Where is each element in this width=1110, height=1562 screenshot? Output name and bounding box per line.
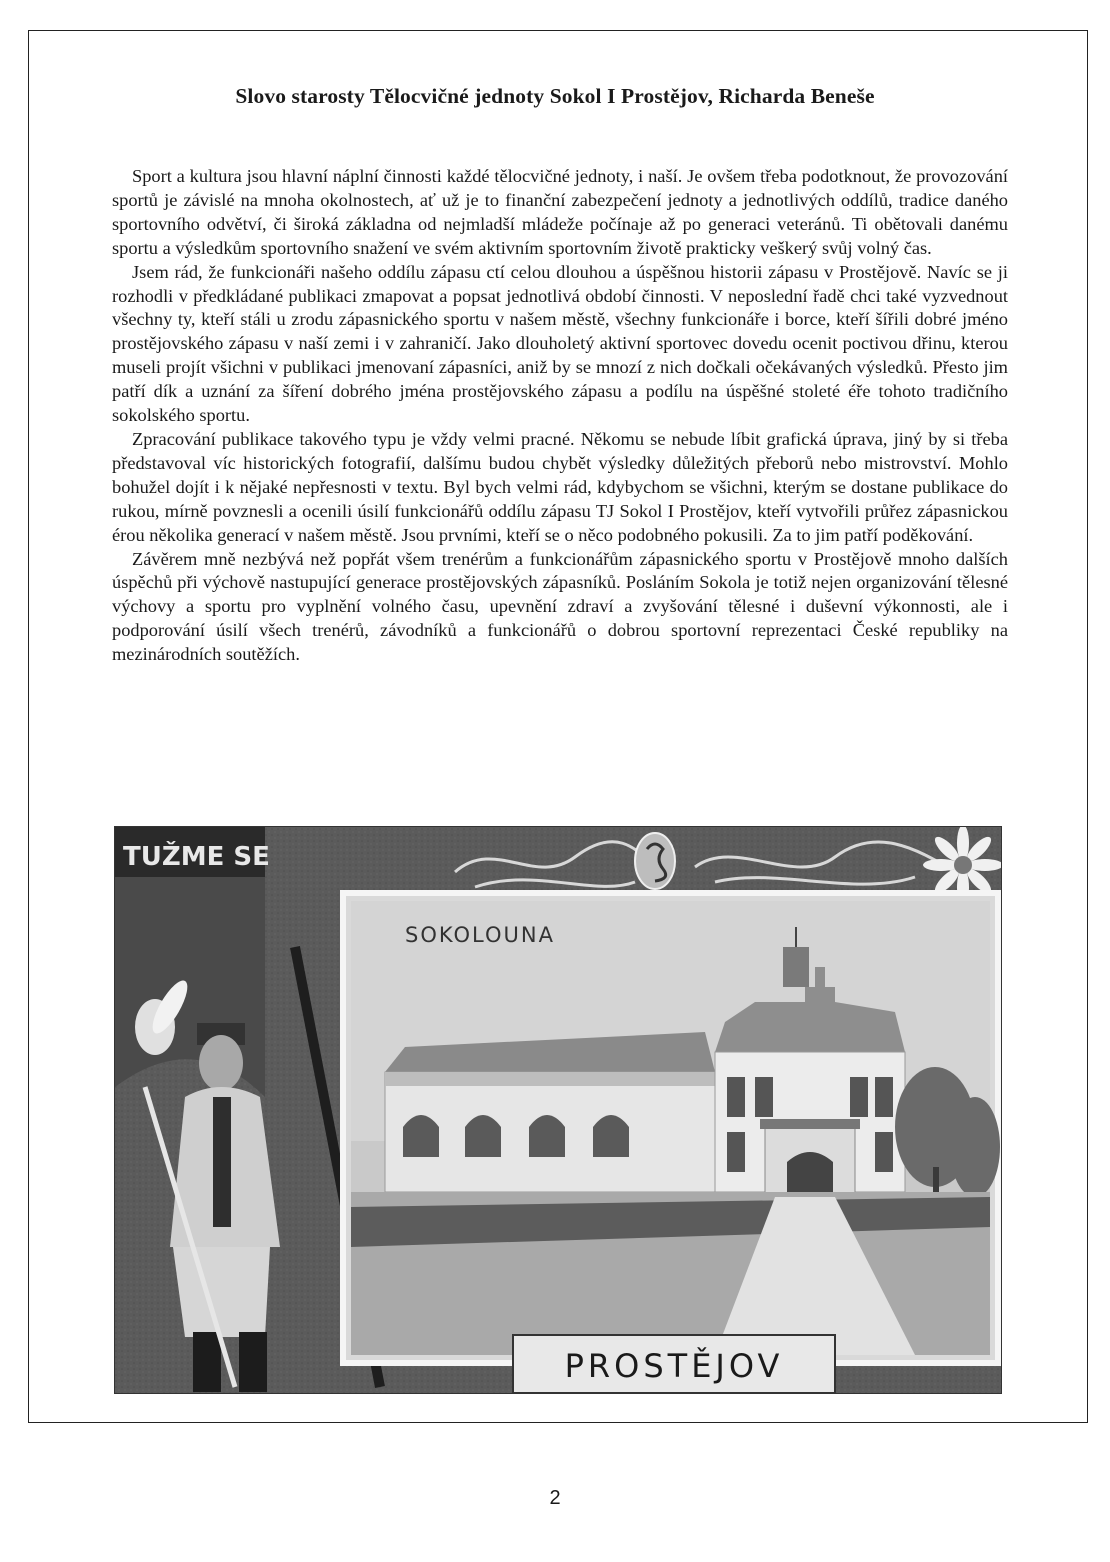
article-title: Slovo starosty Tělocvičné jednoty Sokol I Prostějov, Richarda Beneše <box>235 84 875 108</box>
paragraph-1: Sport a kultura jsou hlavní náplní činnosti každé tělocvičné jednoty, i naší. Je ovšem třeba podotknout, že provozování sportů je závislé na mnoha okolnostech, ať už je to finanční zabezpečení jednoty a jednotlivých oddílů, tradice daného sportovního odvětví, či široká základna od nejmladší mládeže počínaje až po generaci veteránů. Ti obětovali danému sportu a výsledkům sportovního snažení ve svém aktivním sportovním životě prakticky veškerý svůj volný čas. <box>112 166 1008 258</box>
paragraph-3: Zpracování publikace takového typu je vždy velmi pracné. Někomu se nebude líbit grafická úprava, jiný by si třeba představoval víc historických fotografií, dalšímu budou chybět výsledky důležitých přeborů nebo mistrovství. Mohlo bohužel dojít i k nějaké nepřesnosti v textu. Byl bych velmi rád, kdybychom se všichni, kterým se dostane publikace do rukou, mírně povznesli a ocenili úsilí funkcionářů oddílu zápasu TJ Sokol I Prostějov, kteří vytvořili průřez zápasnickou érou několika generací v našem městě. Jsou prvními, kteří se o něco podobného pokusili. Za to jim patří poděkování. <box>112 428 1008 545</box>
article-body <box>112 165 1008 667</box>
banner-text: TUŽME SE <box>123 842 270 872</box>
historic-postcard <box>114 826 1002 1394</box>
city-label: PROSTĚJOV <box>564 1347 784 1385</box>
sokol-emblem <box>635 833 675 889</box>
paragraph-4: Závěrem mně nezbývá než popřát všem trenérům a funkcionářům zápasnického sportu v Prostějově mnoho dalších úspěchů při výchově nastupující generace prostějovských zápasníků. Posláním Sokola je totiž nejen organizování tělesné výchovy a sportu pro vyplnění volného času, upevnění zdraví a zvyšování tělesné i duševní výkonnosti, ale i podporování úsilí všech trenérů, závodníků a funkcionářů o dobrou sportovní reprezentaci České republiky na mezinárodních soutěžích. <box>112 548 1008 665</box>
inset-label: SOKOLOUNA <box>405 923 555 947</box>
paragraph-2: Jsem rád, že funkcionáři našeho oddílu zápasu ctí celou dlouhou a úspěšnou historii zápasu v Prostějově. Navíc se ji rozhodli v předkládané publikaci zmapovat a popsat jednotlivá období činnosti. V neposlední řadě chci také vyzvednout všechny ty, kteří stáli u zrodu zápasnického sportu v našem městě, všechny funkcionáře i borce, kteří šířili dobré jméno prostějovského zápasu v naší zemi i v zahraničí. Jako dlouholetý aktivní sportovec dovedu ocenit poctivou dřinu, kterou museli projít všichni v publikaci jmenovaní zápasníci, aniž by se mnozí z nich dočkali očekávaných výsledků. Přesto jim patří dík a uznání za šíření dobrého jména prostějovského zápasu a podílu na úspěšné stoleté éře tohoto tradičního sokolského sportu. <box>112 261 1008 426</box>
page-number: 2 <box>549 1487 561 1509</box>
